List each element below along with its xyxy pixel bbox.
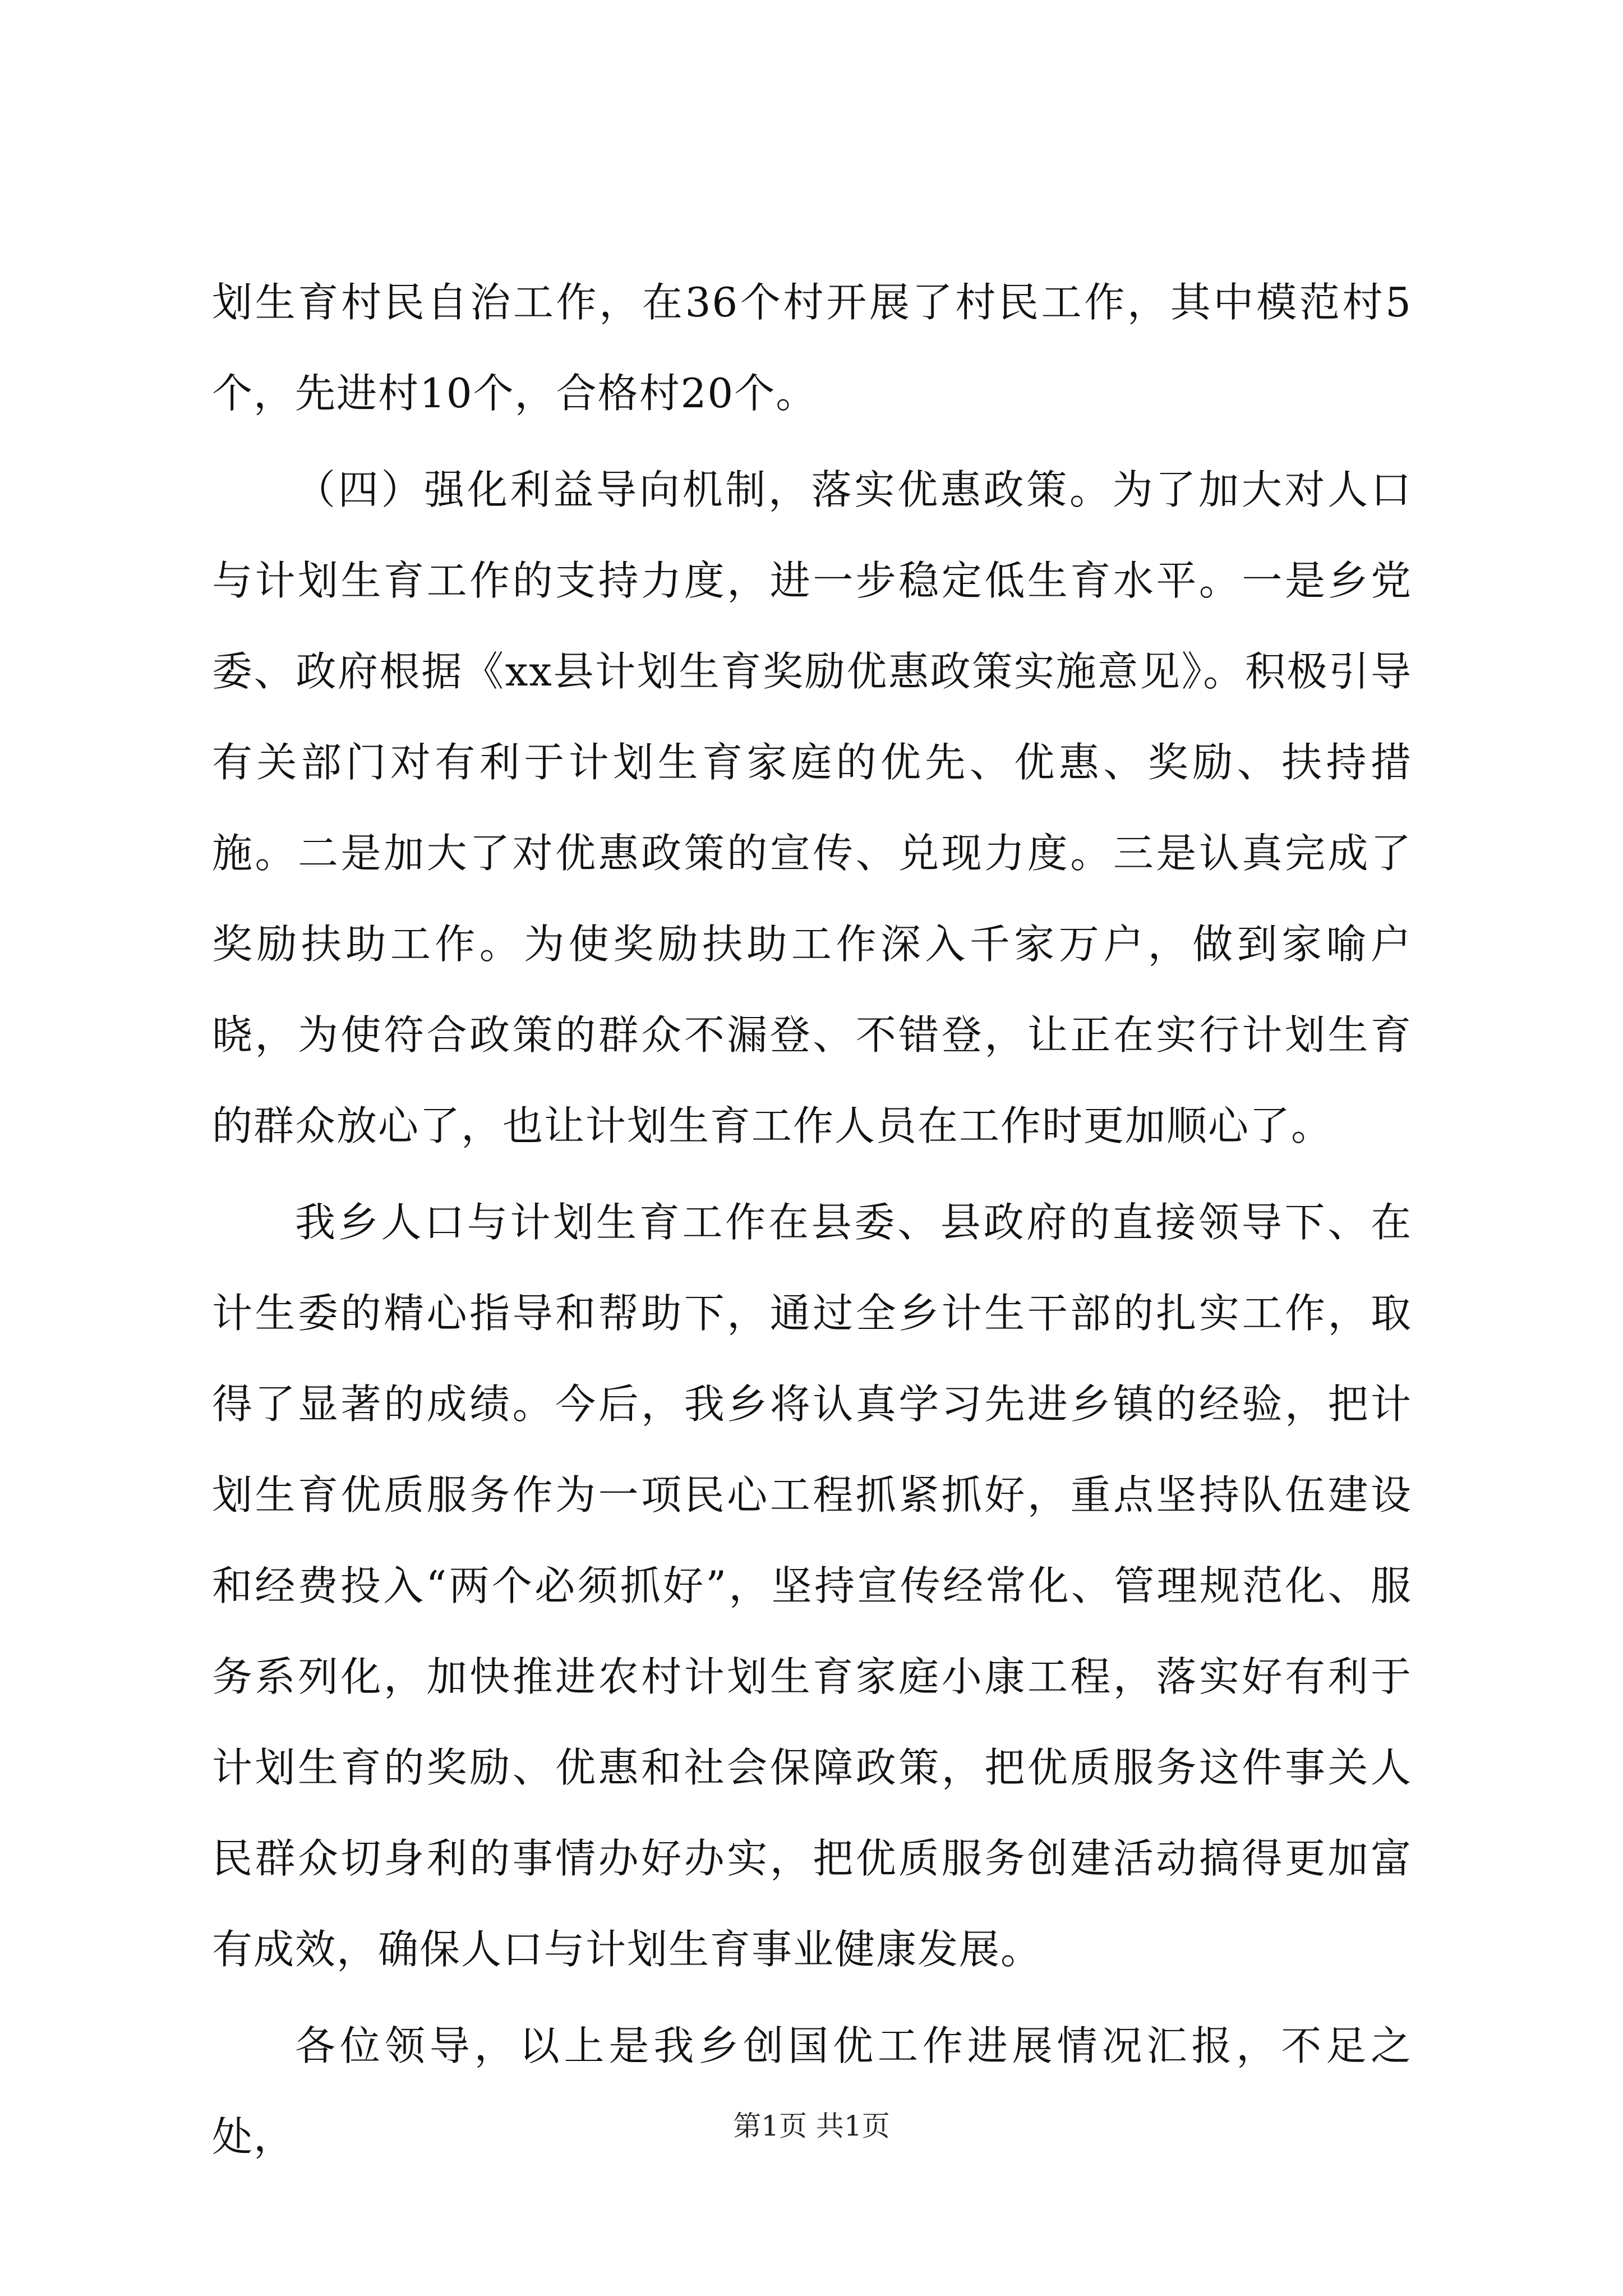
paragraph-3: 我乡人口与计划生育工作在县委、县政府的直接领导下、在计生委的精心指导和帮助下，通过全乡计生干部的扎实工作，取得了显著的成绩。今后，我乡将认真学习先进乡镇的经验，把计划生育优质服务作为一项民心工程抓紧抓好，重点坚持队伍建设和经费投入“两个必须抓好”，坚持宣传经常化、管理规范化、服务系列化，加快推进农村计划生育家庭小康工程，落实好有利于计划生育的奖励、优惠和社会保障政策，把优质服务这件事关人民群众切身利的事情办好办实，把优质服务创建活动搞得更加富有成效，确保人口与计划生育事业健康发展。 <box>212 1199 1412 1973</box>
paragraph-4: 各位领导，以上是我乡创国优工作进展情况汇报，不足之处， <box>212 2022 1412 2160</box>
page-number-footer: 第1页 共1页 <box>733 2110 890 2142</box>
paragraph-2: （四）强化利益导向机制，落实优惠政策。为了加大对人口与计划生育工作的支持力度，进一步稳定低生育水平。一是乡党委、政府根据《xx县计划生育奖励优惠政策实施意见》。积极引导有关部门对有利于计划生育家庭的优先、优惠、奖励、扶持措施。二是加大了对优惠政策的宣传、兑现力度。三是认真完成了奖励扶助工作。为使奖励扶助工作深入千家万户，做到家喻户晓，为使符合政策的群众不漏登、不错登，让正在实行计划生育的群众放心了，也让计划生育工作人员在工作时更加顺心了。 <box>212 466 1412 1149</box>
document-body <box>212 257 1412 2182</box>
paragraph-1: 划生育村民自治工作，在36个村开展了村民工作，其中模范村5个，先进村10个，合格村20个。 <box>212 279 1412 417</box>
